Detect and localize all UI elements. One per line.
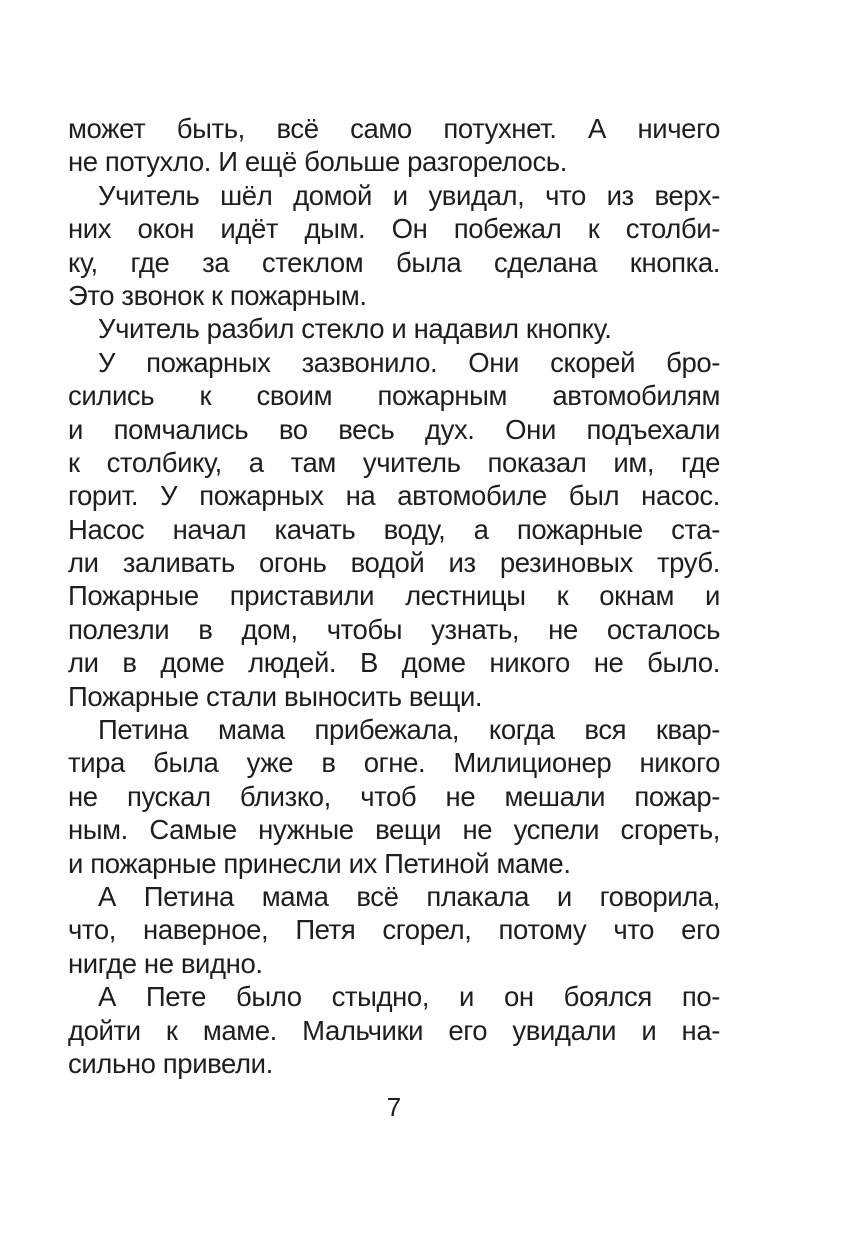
text-line: А Петина мама всё плакала и говорила, [98,880,720,912]
page-number: 7 [386,1092,402,1122]
text-line: к столбику, а там учитель показал им, где [68,446,720,478]
text-line: У пожарных зазвонило. Они скорей бро- [98,346,720,378]
text-line: что, наверное, Петя сгорел, потому что его [68,914,720,946]
text-line: А Пете было стыдно, и он боялся по- [98,981,720,1013]
text-line: нигде не видно. [68,947,263,979]
text-line: горит. У пожарных на автомобиле был насос. [68,480,720,512]
text-line: Учитель шёл домой и увидал, что из верх- [98,179,720,211]
text-line: дойти к маме. Мальчики его увидали и на- [68,1014,720,1046]
text-line: и помчались во весь дух. Они подъехали [68,413,720,445]
text-line: не пускал близко, чтоб не мешали пожар- [68,780,720,812]
text-line: не потухло. И ещё больше разгорелось. [68,146,567,178]
text-line: них окон идёт дым. Он побежал к столби- [68,213,720,245]
text-line: Петина мама прибежала, когда вся квар- [98,714,720,746]
text-block [68,112,720,1080]
text-line: ным. Самые нужные вещи не успели сгореть, [68,814,720,846]
text-line: Учитель разбил стекло и надавил кнопку. [98,313,612,345]
text-line: тира была уже в огне. Милиционер никого [68,747,720,779]
text-line: Пожарные приставили лестницы к окнам и [68,580,720,612]
text-line: может быть, всё само потухнет. А ничего [68,113,720,144]
text-line: полезли в дом, чтобы узнать, не осталось [68,613,720,645]
text-line: ли в доме людей. В доме никого не было. [68,647,720,679]
text-line: сились к своим пожарным автомобилям [68,380,720,412]
text-line: Насос начал качать воду, а пожарные ста- [68,513,720,545]
text-line: ли заливать огонь водой из резиновых труб. [68,547,720,579]
text-line: сильно привели. [68,1047,273,1079]
text-line: Это звонок к пожарным. [68,279,367,311]
text-line: ку, где за стеклом была сделана кнопка. [68,246,720,278]
text-line: и пожарные принесли их Петиной маме. [68,847,571,879]
text-line: Пожарные стали выносить вещи. [68,680,483,712]
page-footer [68,1092,720,1122]
